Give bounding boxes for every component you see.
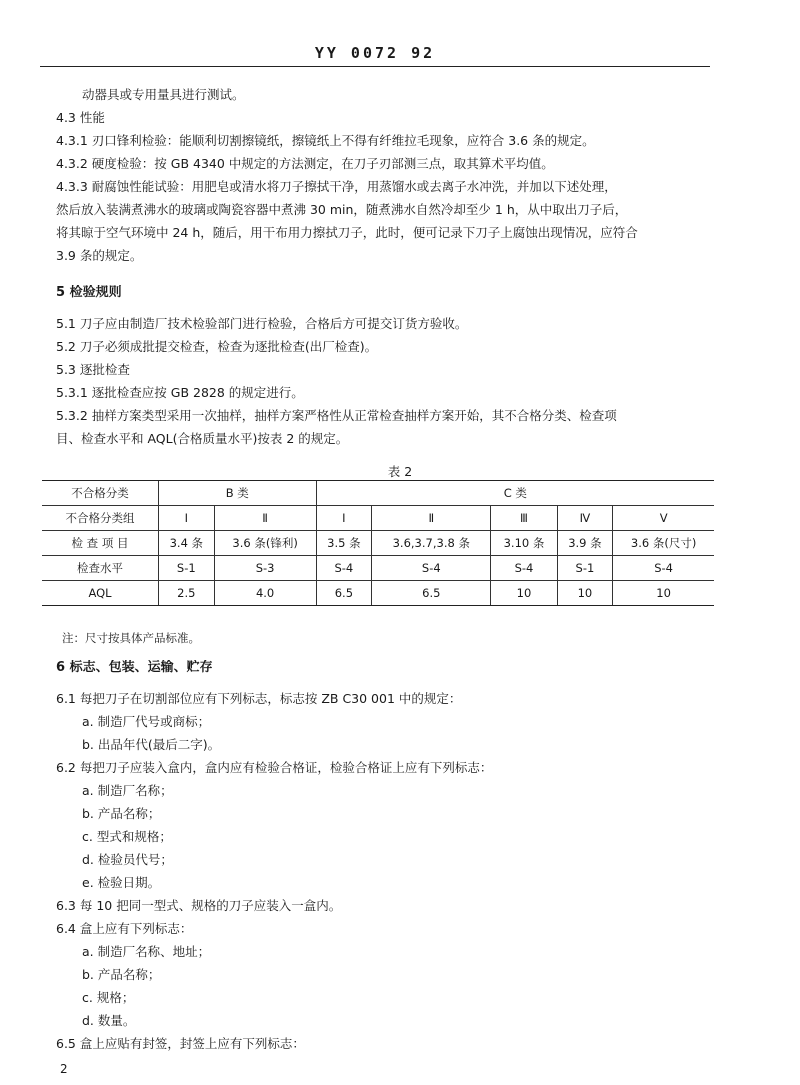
table-cell: 3.6,3.7,3.8 条 (372, 531, 491, 556)
table-cell: Ⅴ (613, 506, 714, 531)
table-cell: 10 (491, 581, 557, 606)
table-cell: 4.0 (214, 581, 316, 606)
table-cell: 6.5 (372, 581, 491, 606)
row-label: AQL (42, 581, 159, 606)
text-line: 4.3.3 耐腐蚀性能试验：用肥皂或清水将刀子擦拭干净，用蒸馏水或去离子水冲洗，并加以下述处理， (56, 179, 617, 194)
text-line: 6.5 盒上应贴有封签，封签上应有下列标志： (56, 1036, 305, 1051)
text-line: c. 规格； (82, 990, 135, 1005)
row-label: 检查水平 (42, 556, 159, 581)
text-line: b. 产品名称； (82, 806, 161, 821)
text-line: 5.3.2 抽样方案类型采用一次抽样，抽样方案严格性从正常检查抽样方案开始，其不合格分类、检查项 (56, 408, 617, 423)
table-cell: 3.5 条 (316, 531, 372, 556)
table-cell: Ⅲ (491, 506, 557, 531)
text-line: 目、检查水平和 AQL(合格质量水平)按表 2 的规定。 (56, 431, 349, 446)
table-cell: Ⅱ (214, 506, 316, 531)
row-label: 不合格分类组 (42, 506, 159, 531)
table-cell: Ⅰ (159, 506, 215, 531)
text-line: d. 数量。 (82, 1013, 136, 1028)
page-header-title: YY 0072 92 (314, 44, 436, 62)
table-cell: 3.6 条(尺寸) (613, 531, 714, 556)
table-cell: 3.10 条 (491, 531, 557, 556)
table-cell: 3.6 条(锋利) (214, 531, 316, 556)
text-line: 6.4 盒上应有下列标志： (56, 921, 193, 936)
inspection-table (42, 480, 714, 606)
text-line: 5.2 刀子必须成批提交检查，检查为逐批检查(出厂检查)。 (56, 339, 378, 354)
page-number: 2 (60, 1062, 68, 1076)
text-line: 6.1 每把刀子在切割部位应有下列标志，标志按 ZB C30 001 中的规定： (56, 691, 462, 706)
table-cell: S-4 (316, 556, 372, 581)
table-cell: Ⅱ (372, 506, 491, 531)
table-cell: B 类 (159, 481, 317, 506)
table-cell: 10 (557, 581, 613, 606)
table-cell: 3.9 条 (557, 531, 613, 556)
text-line: 5.1 刀子应由制造厂技术检验部门进行检验，合格后方可提交订货方验收。 (56, 316, 468, 331)
text-line: d. 检验员代号； (82, 852, 173, 867)
text-line: 然后放入装满煮沸水的玻璃或陶瓷容器中煮沸 30 min，随煮沸水自然冷却至少 1 h，从中取出刀子后， (56, 202, 628, 217)
text-line: 4.3.2 硬度检验：按 GB 4340 中规定的方法测定，在刀子刃部测三点，取其算术平均值。 (56, 156, 554, 171)
text-line: 3.9 条的规定。 (56, 248, 143, 263)
text-line: b. 产品名称； (82, 967, 161, 982)
text-line: 5 检验规则 (56, 285, 122, 300)
table-caption: 表 2 (387, 464, 413, 479)
table-cell: 2.5 (159, 581, 215, 606)
table-cell: Ⅳ (557, 506, 613, 531)
table-row (42, 581, 714, 606)
text-line: 6.3 每 10 把同一型式、规格的刀子应装入一盒内。 (56, 898, 342, 913)
text-line: a. 制造厂名称、地址； (82, 944, 211, 959)
table-cell: S-1 (557, 556, 613, 581)
table-cell: S-4 (372, 556, 491, 581)
table-row (42, 556, 714, 581)
table-cell: C 类 (316, 481, 714, 506)
text-line: e. 检验日期。 (82, 875, 161, 890)
text-line: 5.3 逐批检查 (56, 362, 130, 377)
table-cell: S-3 (214, 556, 316, 581)
table-cell: 10 (613, 581, 714, 606)
text-line: 动器具或专用量具进行测试。 (82, 87, 245, 102)
table-row (42, 481, 714, 506)
header-rule (40, 66, 710, 67)
table-cell: S-1 (159, 556, 215, 581)
row-label: 不合格分类 (42, 481, 159, 506)
text-line: 4.3 性能 (56, 110, 105, 125)
text-line: 6 标志、包装、运输、贮存 (56, 660, 213, 675)
text-line: 4.3.1 刃口锋利检验：能顺利切割擦镜纸，擦镜纸上不得有纤维拉毛现象，应符合 3.6 条的规定。 (56, 133, 595, 148)
table-row (42, 531, 714, 556)
text-line: 5.3.1 逐批检查应按 GB 2828 的规定进行。 (56, 385, 304, 400)
table-cell: 3.4 条 (159, 531, 215, 556)
table-cell: S-4 (491, 556, 557, 581)
table-cell: Ⅰ (316, 506, 372, 531)
text-line: 6.2 每把刀子应装入盒内，盒内应有检验合格证，检验合格证上应有下列标志： (56, 760, 493, 775)
text-line: a. 制造厂代号或商标； (82, 714, 211, 729)
text-line: a. 制造厂名称； (82, 783, 173, 798)
table-note: 注：尺寸按具体产品标准。 (62, 631, 200, 645)
text-line: b. 出品年代(最后二字)。 (82, 737, 221, 752)
table-cell: S-4 (613, 556, 714, 581)
row-label: 检 查 项 目 (42, 531, 159, 556)
table-cell: 6.5 (316, 581, 372, 606)
text-line: 将其晾于空气环境中 24 h，随后，用干布用力擦拭刀子，此时，便可记录下刀子上腐蚀出现情况，应符合 (56, 225, 638, 240)
table-row (42, 506, 714, 531)
text-line: c. 型式和规格； (82, 829, 172, 844)
